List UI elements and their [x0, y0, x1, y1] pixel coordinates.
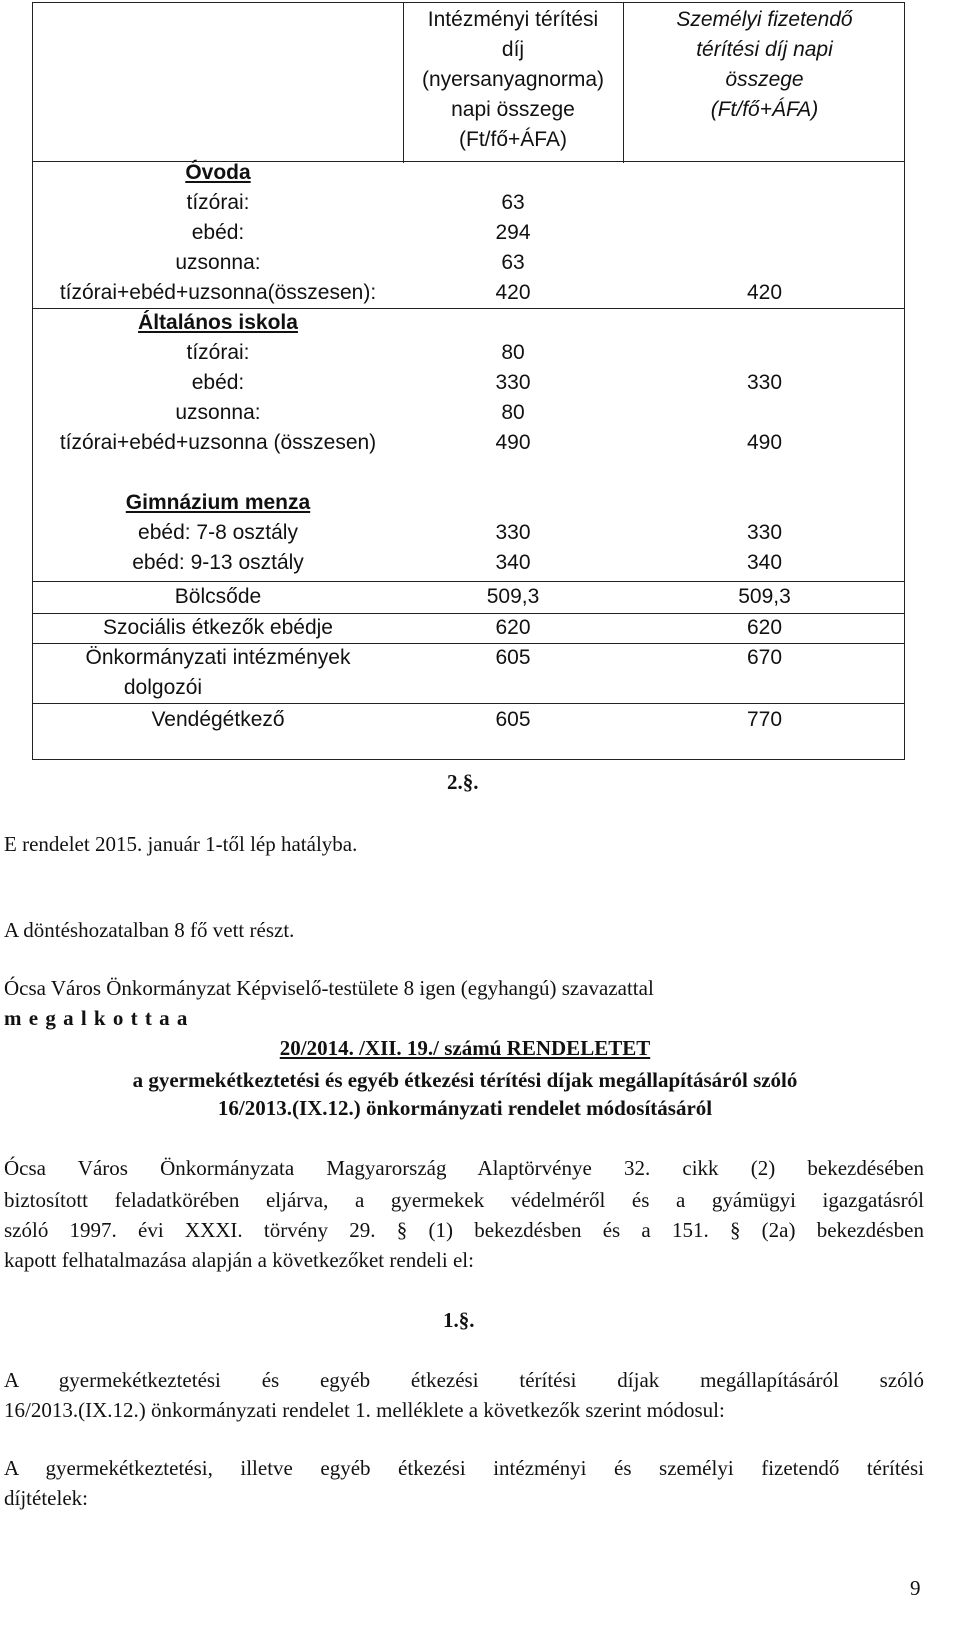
- header-personal-fee: Személyi fizetendő térítési díj napi összege (Ft/fő+ÁFA): [676, 8, 853, 121]
- section-1-para1-line: A gyermekétkeztetési és egyéb étkezési térítési díjak megállapításáról szóló: [4, 1368, 924, 1392]
- preamble-line: biztosított feladatkörében eljárva, a gyermekek védelméről és a gyámügyi igazgatásról: [4, 1188, 924, 1212]
- inst-value: 63: [501, 191, 525, 214]
- section-1-heading: 1.§.: [443, 1308, 475, 1332]
- vote-text: Ócsa Város Önkormányzat Képviselő-testülete 8 igen (egyhangú) szavazattal: [4, 976, 654, 1000]
- regulation-title-line2: a gyermekétkeztetési és egyéb étkezési térítési díjak megállapításáról szóló: [132, 1068, 798, 1092]
- inst-value: 490: [495, 431, 531, 454]
- section-title-altalanos: Általános iskola: [138, 311, 298, 334]
- row-label: tízórai:: [186, 341, 250, 364]
- row-label: ebéd: 9-13 osztály: [132, 551, 304, 574]
- pers-value: 509,3: [738, 585, 791, 608]
- pers-value: 620: [746, 616, 783, 639]
- adopted-text: m e g a l k o t t a a: [4, 1006, 189, 1030]
- row-label: ebéd:: [191, 221, 245, 244]
- section-title-gimnazium: Gimnázium menza: [125, 491, 311, 514]
- row-label-onkormanyzati: Önkormányzati intézmények: [85, 646, 351, 669]
- participants-text: A döntéshozatalban 8 fő vett részt.: [4, 918, 295, 942]
- inst-value: 80: [501, 401, 525, 424]
- preamble-line: kapott felhatalmazása alapján a következőket rendeli el:: [4, 1248, 474, 1272]
- effective-date-text: E rendelet 2015. január 1-től lép hatályba.: [4, 832, 358, 856]
- pers-value: 330: [746, 371, 783, 394]
- inst-value: 420: [495, 281, 531, 304]
- inst-value: 80: [501, 341, 525, 364]
- pers-value: 340: [746, 551, 783, 574]
- regulation-title-line3: 16/2013.(IX.12.) önkormányzati rendelet módosításáról: [217, 1096, 713, 1120]
- section-1-para2-line: A gyermekétkeztetési, illetve egyéb étkezési intézményi és személyi fizetendő térítési: [4, 1456, 924, 1480]
- page-number: 9: [910, 1576, 921, 1600]
- pers-value: 490: [746, 431, 783, 454]
- section-title-ovoda: Óvoda: [185, 161, 251, 184]
- inst-value: 605: [495, 708, 531, 731]
- inst-value: 340: [495, 551, 531, 574]
- inst-value: 330: [495, 371, 531, 394]
- fee-table: [32, 2, 905, 760]
- section-1-para1-line: 16/2013.(IX.12.) önkormányzati rendelet 1. melléklete a következők szerint módosul:: [4, 1398, 725, 1422]
- row-label: ebéd: 7-8 osztály: [138, 521, 298, 544]
- inst-value: 294: [495, 221, 531, 244]
- row-label: tízórai+ebéd+uzsonna (összesen): [59, 431, 377, 454]
- inst-value: 330: [495, 521, 531, 544]
- row-label-bolcsode: Bölcsőde: [174, 585, 262, 608]
- header-institutional-fee: Intézményi térítési díj (nyersanyagnorma) napi összege (Ft/fő+ÁFA): [421, 8, 605, 151]
- preamble-line: Ócsa Város Önkormányzata Magyarország Alaptörvénye 32. cikk (2) bekezdésében: [4, 1156, 924, 1180]
- pers-value: 670: [746, 646, 783, 669]
- row-label-vendeg: Vendégétkező: [151, 708, 285, 731]
- table-rule: [33, 703, 904, 704]
- pers-value: 330: [746, 521, 783, 544]
- inst-value: 620: [495, 616, 531, 639]
- section-1-para2-line: díjtételek:: [4, 1486, 88, 1510]
- row-label: uzsonna:: [175, 401, 261, 424]
- preamble-line: szóló 1997. évi XXXI. törvény 29. § (1) bekezdésben és a 151. § (2a) bekezdésben: [4, 1218, 924, 1242]
- row-label-dolgozoi: dolgozói: [123, 676, 203, 699]
- pers-value: 420: [746, 281, 783, 304]
- row-label: tízórai:: [186, 191, 250, 214]
- section-2-heading: 2.§.: [447, 770, 479, 794]
- inst-value: 509,3: [486, 585, 540, 608]
- row-label: tízórai+ebéd+uzsonna(összesen):: [59, 281, 377, 304]
- row-label-szocialis: Szociális étkezők ebédje: [103, 616, 333, 639]
- row-label: uzsonna:: [175, 251, 261, 274]
- regulation-number: 20/2014. /XII. 19./ számú RENDELETET: [279, 1036, 651, 1060]
- inst-value: 63: [501, 251, 525, 274]
- row-label: ebéd:: [191, 371, 245, 394]
- inst-value: 605: [495, 646, 531, 669]
- pers-value: 770: [746, 708, 783, 731]
